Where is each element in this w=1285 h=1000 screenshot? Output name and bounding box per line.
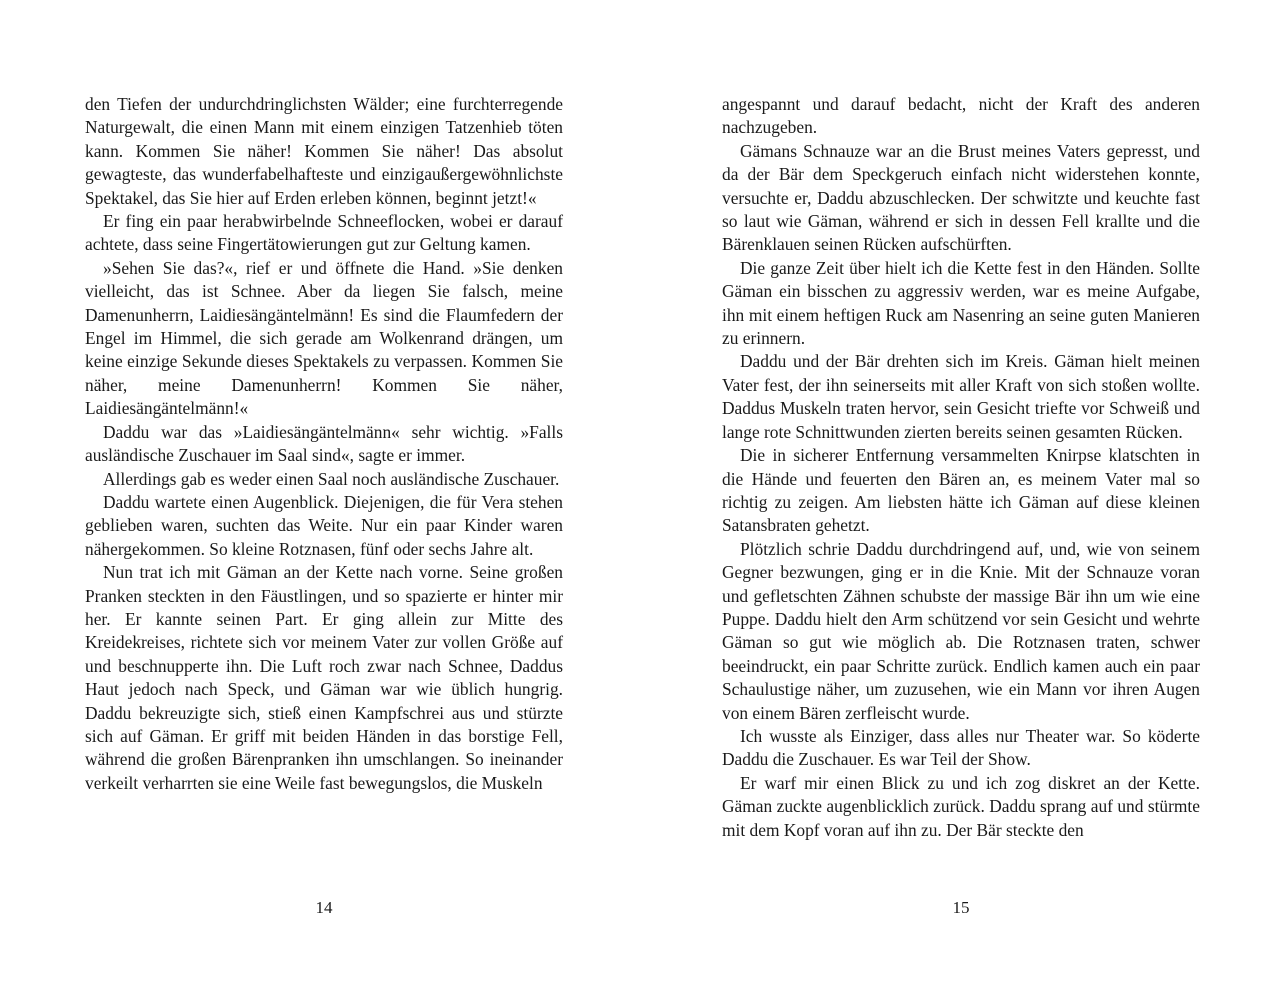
paragraph: angespannt und darauf bedacht, nicht der Kraft des anderen nachzugeben.: [722, 94, 1200, 138]
paragraph: Die in sicherer Entfernung versammelten Knirpse klatschten in die Hände und feuerten den Bären an, es meinem Vater mal so richtig zu zeigen. Am liebsten hätte ich Gäman auf diese kleinen Satansbraten gehetzt.: [722, 445, 1200, 536]
paragraph: Gämans Schnauze war an die Brust meines Vaters gepresst, und da der Bär dem Speckgeruch einfach nicht widerstehen konnte, versuchte er, Daddu abzuschlecken. Der schwitzte und keuchte fast so laut wie Gäman, während er sich in dessen Fell krallte und die Bärenklauen seinen Rücken aufschürften.: [722, 140, 1200, 255]
page-number-right: 15: [952, 898, 970, 917]
paragraph: Er fing ein paar herabwirbelnde Schneeflocken, wobei er darauf achtete, dass seine Fingertätowierungen gut zur Geltung kamen.: [85, 211, 563, 255]
paragraph: Er warf mir einen Blick zu und ich zog diskret an der Kette. Gäman zuckte augenblicklich zurück. Daddu sprang auf und stürmte mit dem Kopf voran auf ihn zu. Der Bär steckte den: [722, 772, 1200, 840]
left-page: [85, 93, 563, 795]
paragraph: Daddu wartete einen Augenblick. Diejenigen, die für Vera stehen geblieben waren, suchten das Weite. Nur ein paar Kinder waren nähergekommen. So kleine Rotznasen, fünf oder sechs Jahre alt.: [85, 491, 563, 559]
paragraph: Daddu war das »Laidiesängäntelmänn« sehr wichtig. »Falls ausländische Zuschauer im Saal sind«, sagte er immer.: [85, 421, 563, 466]
paragraph: Ich wusste als Einziger, dass alles nur Theater war. So köderte Daddu die Zuschauer. Es war Teil der Show.: [722, 725, 1200, 770]
paragraph: »Sehen Sie das?«, rief er und öffnete die Hand. »Sie denken vielleicht, das ist Schnee. Aber da liegen Sie falsch, meine Damenunherrn, Laidiesängäntelmänn! Es sind die Flaumfedern der Engel im Himmel, die sich gerade am Wolkenrand drängen, um keine einzige Sekunde dieses Spektakels zu verpassen. Kommen Sie näher, meine Damenunherrn! Kommen Sie näher, Laidiesängäntelmänn!«: [85, 257, 563, 419]
paragraph: Plötzlich schrie Daddu durchdringend auf, und, wie von seinem Gegner bezwungen, ging er in die Knie. Mit der Schnauze voran und gefletschten Zähnen schubste der massige Bär ihn um wie eine Puppe. Daddu hielt den Arm schützend vor sein Gesicht und wehrte Gäman so gut wie möglich ab. Die Rotznasen traten, schwer beeindruckt, ein paar Schritte zurück. Endlich kamen auch ein paar Schaulustige näher, um zuzusehen, wie ein Mann vor ihren Augen von einem Bären zerfleischt wurde.: [722, 538, 1200, 723]
paragraph: Daddu und der Bär drehten sich im Kreis. Gäman hielt meinen Vater fest, der ihn seinerseits mit aller Kraft von sich stoßen wollte. Daddus Muskeln traten hervor, sein Gesicht triefte vor Schweiß und lange rote Schnittwunden zierten bereits seinen gesamten Rücken.: [722, 351, 1200, 442]
left-page-text: [85, 93, 563, 795]
right-page: [722, 93, 1200, 842]
paragraph: den Tiefen der undurchdringlichsten Wälder; eine furchterregende Naturgewalt, die einen Mann mit einem einzigen Tatzenhieb töten kann. Kommen Sie näher! Kommen Sie näher! Das absolut gewagteste, das wunderfabelhafteste und einzigaußergewöhnlichste Spektakel, das Sie hier auf Erden erleben können, beginnt jetzt!«: [85, 94, 563, 208]
page-number-left: 14: [315, 898, 333, 917]
right-page-text: [722, 93, 1200, 842]
paragraph: Nun trat ich mit Gäman an der Kette nach vorne. Seine großen Pranken steckten in den Fäustlingen, und so spazierte er hinter mir her. Er kannte seinen Part. Er ging allein zur Mitte des Kreidekreises, richtete sich vor meinem Vater zur vollen Größe auf und beschnupperte ihn. Die Luft roch zwar nach Schnee, Daddus Haut jedoch nach Speck, und Gäman war wie üblich hungrig. Daddu bekreuzigte sich, stieß einen Kampfschrei aus und stürzte sich auf Gäman. Er griff mit beiden Händen in das borstige Fell, während die großen Bärenpranken ihn umschlangen. So ineinander verkeilt verharrten sie eine Weile fast bewegungslos, die Muskeln: [85, 562, 563, 793]
paragraph: Die ganze Zeit über hielt ich die Kette fest in den Händen. Sollte Gäman ein bisschen zu aggressiv werden, war es meine Aufgabe, ihn mit einem heftigen Ruck am Nasenring an seine guten Manieren zu erinnern.: [722, 257, 1200, 349]
paragraph: Allerdings gab es weder einen Saal noch ausländische Zuschauer.: [103, 468, 560, 489]
